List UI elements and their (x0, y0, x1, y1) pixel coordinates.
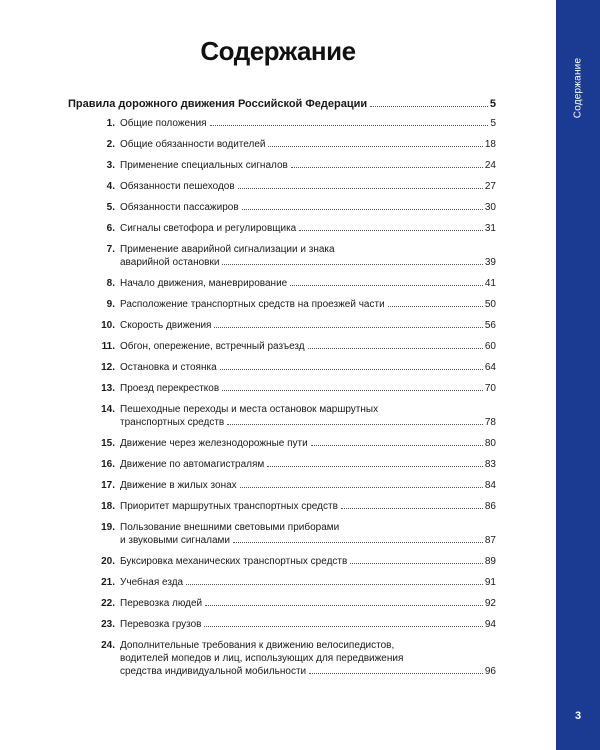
toc-entry-page: 5 (490, 118, 496, 129)
dot-leader (204, 626, 482, 627)
toc-entry-page: 70 (484, 383, 496, 394)
toc-entry-number: 9. (106, 299, 115, 310)
toc-entry-page: 80 (484, 438, 496, 449)
toc-entry-title-line: Перевозка людей (120, 598, 203, 609)
toc-entry-page: 86 (484, 501, 496, 512)
toc-entry[interactable] (68, 159, 496, 172)
toc-entry-title-line: Движение через железнодорожные пути (120, 438, 308, 449)
toc-entry-number: 15. (101, 438, 115, 449)
toc-entry-number: 23. (101, 619, 115, 630)
toc-entry-title-line: Дополнительные требования к движению велосипедистов, (120, 640, 395, 651)
toc-entry-number: 11. (101, 341, 115, 352)
toc-entry-title-line: Обгон, опережение, встречный разъезд (120, 341, 305, 352)
toc-entry-title-line: средства индивидуальной мобильности (120, 666, 307, 677)
toc-entry[interactable] (68, 597, 496, 610)
toc-entry-title-line: Скорость движения (120, 320, 212, 331)
dot-leader (267, 466, 483, 467)
toc-entry[interactable] (68, 277, 496, 290)
dot-leader (311, 445, 483, 446)
toc-entry-page: 24 (484, 160, 496, 171)
dot-leader (290, 285, 483, 286)
toc-entry[interactable] (68, 521, 496, 547)
dot-leader (220, 369, 483, 370)
toc-entry[interactable] (68, 361, 496, 374)
toc-entry-page: 39 (484, 257, 496, 268)
toc-entry[interactable] (68, 243, 496, 269)
toc-entry-page: 78 (484, 417, 496, 428)
toc-entry[interactable] (68, 340, 496, 353)
dot-leader (309, 673, 483, 674)
toc-entry-page: 50 (484, 299, 496, 310)
toc-entry[interactable] (68, 403, 496, 429)
toc-entry-page: 41 (484, 278, 496, 289)
side-tab (556, 0, 600, 750)
toc-entry-page: 83 (484, 459, 496, 470)
toc-entry-page: 18 (484, 139, 496, 150)
dot-leader (233, 542, 483, 543)
toc-entry-number: 16. (101, 459, 115, 470)
dot-leader (214, 327, 482, 328)
toc-entry-number: 17. (101, 480, 115, 491)
dot-leader (240, 487, 483, 488)
toc-entry[interactable] (68, 117, 496, 130)
toc-entry[interactable] (68, 639, 496, 678)
toc-entry-title-line: Пешеходные переходы и места остановок маршрутных (120, 404, 379, 415)
toc-entry-page: 31 (484, 223, 496, 234)
toc-entry-number: 24. (101, 640, 115, 651)
toc-entry-title-line: Начало движения, маневрирование (120, 278, 288, 289)
toc-entry-page: 89 (484, 556, 496, 567)
toc-entry-title-line: Перевозка грузов (120, 619, 202, 630)
toc-entry-number: 4. (106, 181, 115, 192)
toc-entry-number: 3. (106, 160, 115, 171)
toc-entry[interactable] (68, 180, 496, 193)
toc-entry-number: 12. (101, 362, 115, 373)
toc-entry-number: 14. (101, 404, 115, 415)
toc-entry-page: 64 (484, 362, 496, 373)
toc-entry-title-line: и звуковыми сигналами (120, 535, 231, 546)
toc-list (68, 117, 496, 678)
toc-entry-title-line: Применение аварийной сигнализации и знака (120, 244, 335, 255)
toc-main-entry[interactable] (68, 98, 496, 111)
toc-entry-title-line: Обязанности пешеходов (120, 181, 235, 192)
toc-entry-page: 84 (484, 480, 496, 491)
toc-entry-title-line: Сигналы светофора и регулировщика (120, 223, 297, 234)
toc-entry-title-line: Приоритет маршрутных транспортных средств (120, 501, 338, 512)
toc-entry-title-line: Остановка и стоянка (120, 362, 217, 373)
toc-entry[interactable] (68, 479, 496, 492)
toc-entry-number: 5. (106, 202, 115, 213)
toc-entry-number: 1. (106, 118, 115, 129)
toc-entry-number: 19. (101, 522, 115, 533)
toc-entry-number: 6. (106, 223, 115, 234)
toc-entry-title-line: Применение специальных сигналов (120, 160, 288, 171)
toc-main-entry-page: 5 (489, 98, 496, 110)
toc-entry[interactable] (68, 458, 496, 471)
toc-entry[interactable] (68, 500, 496, 513)
toc-entry-title-line: аварийной остановки (120, 257, 220, 268)
dot-leader (210, 125, 489, 126)
toc-entry[interactable] (68, 437, 496, 450)
toc-entry-title-line: водителей мопедов и лиц, использующих для передвижения (120, 653, 404, 664)
toc-main-entry-label: Правила дорожного движения Российской Федерации (68, 98, 368, 110)
toc-entry-title-line: транспортных средств (120, 417, 225, 428)
toc-entry[interactable] (68, 201, 496, 214)
dot-leader (299, 230, 483, 231)
toc-entry-page: 30 (484, 202, 496, 213)
toc-entry-page: 91 (484, 577, 496, 588)
table-of-contents (68, 98, 496, 678)
dot-leader (268, 146, 482, 147)
toc-entry-title-line: Обязанности пассажиров (120, 202, 239, 213)
toc-entry-title-line: Учебная езда (120, 577, 184, 588)
toc-entry-page: 96 (484, 666, 496, 677)
dot-leader (350, 563, 483, 564)
toc-entry-page: 92 (484, 598, 496, 609)
toc-entry-page: 27 (484, 181, 496, 192)
toc-entry-number: 22. (101, 598, 115, 609)
toc-entry[interactable] (68, 298, 496, 311)
toc-entry-number: 8. (106, 278, 115, 289)
toc-entry-title-line: Буксировка механических транспортных средств (120, 556, 348, 567)
toc-entry-title-line: Общие положения (120, 118, 207, 129)
toc-entry[interactable] (68, 319, 496, 332)
toc-entry-number: 21. (101, 577, 115, 588)
dot-leader (205, 605, 483, 606)
toc-entry[interactable] (68, 576, 496, 589)
toc-entry-number: 13. (101, 383, 115, 394)
dot-leader (242, 209, 483, 210)
page-number: 3 (574, 710, 582, 722)
page-title: Содержание (200, 36, 356, 66)
toc-entry-title-line: Расположение транспортных средств на проезжей части (120, 299, 385, 310)
dot-leader (370, 106, 488, 107)
toc-entry-number: 20. (101, 556, 115, 567)
dot-leader (227, 424, 483, 425)
toc-entry-number: 10. (101, 320, 115, 331)
toc-entry-title-line: Движение по автомагистралям (120, 459, 265, 470)
dot-leader (222, 264, 482, 265)
toc-entry[interactable] (68, 138, 496, 151)
side-tab-label: Содержание (572, 57, 584, 119)
toc-entry-number: 2. (106, 139, 115, 150)
dot-leader (186, 584, 483, 585)
toc-entry-page: 56 (484, 320, 496, 331)
toc-entry-number: 7. (106, 244, 115, 255)
dot-leader (308, 348, 483, 349)
toc-entry-page: 94 (484, 619, 496, 630)
dot-leader (238, 188, 483, 189)
toc-entry[interactable] (68, 382, 496, 395)
dot-leader (341, 508, 483, 509)
dot-leader (388, 306, 483, 307)
dot-leader (291, 167, 483, 168)
toc-entry[interactable] (68, 222, 496, 235)
toc-entry[interactable] (68, 555, 496, 568)
toc-entry-page: 60 (484, 341, 496, 352)
toc-entry-page: 87 (484, 535, 496, 546)
toc-entry-title-line: Пользование внешними световыми приборами (120, 522, 340, 533)
dot-leader (222, 390, 483, 391)
toc-entry-number: 18. (101, 501, 115, 512)
toc-entry-title-line: Общие обязанности водителей (120, 139, 266, 150)
toc-entry[interactable] (68, 618, 496, 631)
toc-entry-title-line: Проезд перекрестков (120, 383, 220, 394)
toc-entry-title-line: Движение в жилых зонах (120, 480, 237, 491)
